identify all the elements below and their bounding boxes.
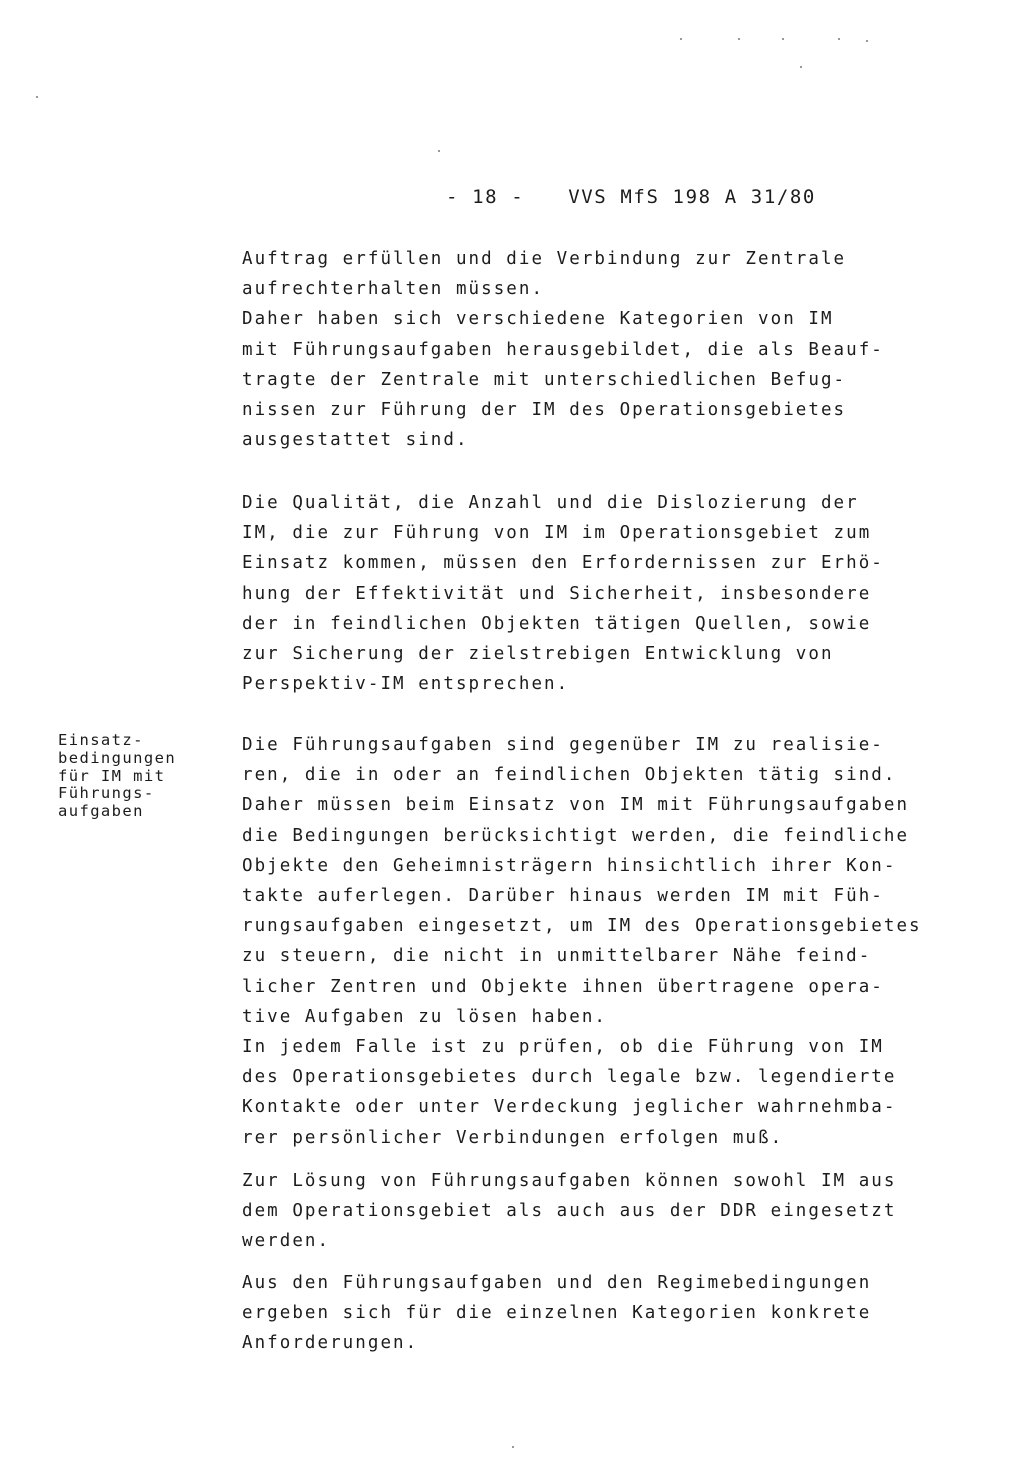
text-line: nissen zur Führung der IM des Operationsgebietes xyxy=(242,400,847,421)
text-line: ren, die in oder an feindlichen Objekten tätig sind. xyxy=(242,765,897,786)
text-line: Perspektiv-IM entsprechen. xyxy=(242,674,570,695)
page-number: - 18 - xyxy=(446,186,525,208)
scan-speck xyxy=(838,38,840,40)
text-line: takte auferlegen. Darüber hinaus werden IM mit Füh- xyxy=(242,886,884,907)
text-line: Daher müssen beim Einsatz von IM mit Führungsaufgaben xyxy=(242,795,910,816)
text-line: des Operationsgebietes durch legale bzw. legendierte xyxy=(242,1067,897,1088)
text-line: ergeben sich für die einzelnen Kategorien konkrete xyxy=(242,1303,872,1324)
paragraph-1 xyxy=(242,244,884,455)
scan-speck xyxy=(866,40,868,42)
text-line: Aus den Führungsaufgaben und den Regimebedingungen xyxy=(242,1273,872,1293)
text-line: IM, die zur Führung von IM im Operationsgebiet zum xyxy=(242,523,872,544)
text-line: aufrechterhalten müssen. xyxy=(242,279,545,300)
text-line: dem Operationsgebiet als auch aus der DDR eingesetzt xyxy=(242,1201,897,1222)
text-line: die Bedingungen berücksichtigt werden, die feindliche xyxy=(242,825,910,846)
page-header xyxy=(446,186,816,208)
paragraph-3 xyxy=(242,730,922,1153)
margin-note-line: bedingungen xyxy=(58,748,177,767)
text-line: tive Aufgaben zu lösen haben. xyxy=(242,1006,607,1027)
text-line: hung der Effektivität und Sicherheit, insbesondere xyxy=(242,583,872,604)
text-line: Die Qualität, die Anzahl und die Dislozierung der xyxy=(242,493,859,513)
text-line: Anforderungen. xyxy=(242,1333,419,1354)
scan-speck xyxy=(782,38,784,40)
text-line: zur Sicherung der zielstrebigen Entwicklung von xyxy=(242,644,834,665)
paragraph-5 xyxy=(242,1268,871,1359)
margin-note-line: aufgaben xyxy=(58,802,144,821)
text-line: Die Führungsaufgaben sind gegenüber IM zu realisie- xyxy=(242,735,884,755)
text-line: zu steuern, die nicht in unmittelbarer Nähe feind- xyxy=(242,946,872,967)
text-line: ausgestattet sind. xyxy=(242,430,469,451)
text-line: licher Zentren und Objekte ihnen übertragene opera- xyxy=(242,976,884,997)
scan-speck xyxy=(36,96,38,98)
scan-speck xyxy=(738,38,740,40)
margin-note-line: Führungs- xyxy=(58,784,155,803)
text-line: Zur Lösung von Führungsaufgaben können sowohl IM aus xyxy=(242,1171,897,1191)
text-line: rer persönlicher Verbindungen erfolgen muß. xyxy=(242,1127,784,1148)
text-line: mit Führungsaufgaben herausgebildet, die als Beauf- xyxy=(242,339,884,360)
paragraph-2 xyxy=(242,488,884,699)
paragraph-4 xyxy=(242,1166,896,1257)
text-line: Daher haben sich verschiedene Kategorien von IM xyxy=(242,309,834,330)
text-line: Objekte den Geheimnisträgern hinsichtlich ihrer Kon- xyxy=(242,855,897,876)
scan-speck xyxy=(438,150,440,152)
text-line: werden. xyxy=(242,1231,331,1252)
margin-note xyxy=(58,732,176,821)
margin-note-line: für IM mit xyxy=(58,766,166,785)
scan-speck xyxy=(512,1446,514,1448)
text-line: In jedem Falle ist zu prüfen, ob die Führung von IM xyxy=(242,1037,884,1058)
text-line: Auftrag erfüllen und die Verbindung zur Zentrale xyxy=(242,249,847,269)
scan-speck xyxy=(800,66,802,68)
text-line: tragte der Zentrale mit unterschiedlichen Befug- xyxy=(242,369,847,390)
text-line: Kontakte oder unter Verdeckung jeglicher wahrnehmba- xyxy=(242,1097,897,1118)
text-line: der in feindlichen Objekten tätigen Quellen, sowie xyxy=(242,613,872,634)
margin-note-line: Einsatz- xyxy=(58,731,144,749)
document-reference: VVS MfS 198 A 31/80 xyxy=(568,186,816,208)
text-line: Einsatz kommen, müssen den Erfordernissen zur Erhö- xyxy=(242,553,884,574)
scan-speck xyxy=(680,38,682,40)
text-line: rungsaufgaben eingesetzt, um IM des Operationsgebietes xyxy=(242,916,922,937)
